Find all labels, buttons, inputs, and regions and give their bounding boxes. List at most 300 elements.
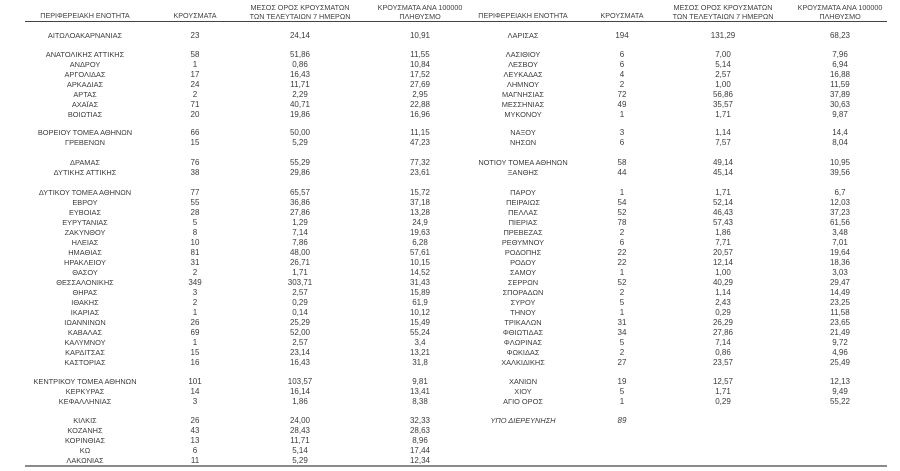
cell-name: ΠΕΛΛΑΣ — [508, 208, 538, 217]
cell-avg: 23,57 — [712, 358, 734, 367]
cell-per100k: 9,72 — [832, 338, 848, 347]
cell-per100k: 37,18 — [409, 198, 431, 207]
cell-cases: 3 — [192, 288, 198, 297]
cell-per100k: 22,88 — [409, 100, 431, 109]
cell-per100k: 37,23 — [829, 208, 851, 217]
cell-name: ΜΥΚΟΝΟΥ — [504, 110, 542, 119]
cell-name: ΓΡΕΒΕΝΩΝ — [65, 138, 105, 147]
cell-avg: 16,14 — [289, 387, 311, 396]
cell-avg: 45,14 — [712, 168, 734, 177]
cell-per100k: 6,94 — [832, 60, 848, 69]
cell-cases: 15 — [190, 138, 200, 147]
cell-avg: 7,86 — [292, 238, 308, 247]
cell-name: ΙΩΑΝΝΙΝΩΝ — [64, 318, 106, 327]
cell-per100k: 19,63 — [409, 228, 431, 237]
cell-per100k: 13,28 — [409, 208, 431, 217]
header-avg-right — [668, 3, 778, 21]
cell-cases: 3 — [192, 397, 198, 406]
cell-per100k: 31,43 — [409, 278, 431, 287]
cell-cases: 5 — [619, 387, 625, 396]
cell-avg: 52,00 — [289, 328, 311, 337]
cell-avg: 26,71 — [289, 258, 311, 267]
cell-per100k: 16,96 — [409, 110, 431, 119]
cell-per100k: 3,48 — [832, 228, 848, 237]
cell-avg: 29,86 — [289, 168, 311, 177]
cell-cases: 2 — [192, 298, 198, 307]
cell-avg: 52,14 — [712, 198, 734, 207]
cell-name: ΠΑΡΟΥ — [510, 188, 536, 197]
cell-cases: 49 — [617, 100, 627, 109]
cell-avg: 2,43 — [715, 298, 731, 307]
cell-cases: 81 — [190, 248, 200, 257]
cell-cases: 72 — [617, 90, 627, 99]
cell-cases: 16 — [190, 358, 200, 367]
cell-name: ΙΚΑΡΙΑΣ — [70, 308, 100, 317]
cell-cases: 194 — [615, 31, 629, 40]
cell-avg: 49,14 — [712, 158, 734, 167]
cell-avg: 12,14 — [712, 258, 734, 267]
header-avg-line1: ΜΕΣΟΣ ΟΡΟΣ ΚΡΟΥΣΜΑΤΩΝ — [250, 3, 350, 12]
cell-per100k: 8,04 — [832, 138, 848, 147]
cell-cases: 1 — [192, 338, 198, 347]
cell-name: ΔΥΤΙΚΟΥ ΤΟΜΕΑ ΑΘΗΝΩΝ — [38, 188, 132, 197]
cell-cases: 2 — [619, 228, 625, 237]
cell-cases: 31 — [617, 318, 627, 327]
cell-name: ΡΕΘΥΜΝΟΥ — [501, 238, 545, 247]
cell-cases: 23 — [190, 31, 200, 40]
cell-per100k: 11,59 — [830, 80, 850, 89]
header-rule — [25, 21, 887, 22]
cell-cases: 26 — [190, 318, 200, 327]
cell-avg: 0,86 — [292, 60, 308, 69]
header-cases-left: ΚΡΟΥΣΜΑΤΑ — [173, 11, 217, 20]
cell-cases: 76 — [190, 158, 200, 167]
cell-name: ΚΑΡΔΙΤΣΑΣ — [65, 348, 105, 357]
cell-avg: 0,29 — [292, 298, 308, 307]
header-avg-left — [245, 3, 355, 21]
cell-cases: 26 — [190, 416, 200, 425]
cell-avg: 16,43 — [289, 70, 311, 79]
cell-per100k: 13,21 — [409, 348, 431, 357]
cell-cases: 349 — [188, 278, 202, 287]
cell-cases: 3 — [619, 128, 625, 137]
cell-per100k: 77,32 — [409, 158, 431, 167]
cell-name: ΚΑΣΤΟΡΙΑΣ — [64, 358, 106, 367]
cell-cases: 28 — [190, 208, 200, 217]
header-per100k-right — [780, 3, 900, 21]
cell-name: ΛΕΥΚΑΔΑΣ — [503, 70, 543, 79]
cell-avg: 40,29 — [712, 278, 734, 287]
cell-per100k: 19,64 — [829, 248, 851, 257]
cell-name: ΣΑΜΟΥ — [509, 268, 537, 277]
cell-per100k: 11,58 — [830, 308, 850, 317]
cell-name: ΕΥΡΥΤΑΝΙΑΣ — [62, 218, 108, 227]
cell-cases: 2 — [619, 80, 625, 89]
cell-avg: 2,29 — [292, 90, 308, 99]
header-per100k-line2: ΠΛΗΘΥΣΜΟ — [399, 12, 441, 21]
cell-per100k: 15,49 — [409, 318, 431, 327]
cell-avg: 1,00 — [715, 80, 731, 89]
cell-avg: 1,14 — [715, 288, 731, 297]
cell-name: ΛΑΚΩΝΙΑΣ — [66, 456, 104, 465]
cell-cases: 2 — [192, 268, 198, 277]
cell-name: ΑΙΤΩΛΟΑΚΑΡΝΑΝΙΑΣ — [47, 31, 123, 40]
cell-per100k: 55,22 — [829, 397, 851, 406]
cell-avg: 2,57 — [292, 338, 308, 347]
cell-cases: 5 — [619, 338, 625, 347]
cell-avg: 1,71 — [715, 387, 731, 396]
cell-name: ΑΧΑΪΑΣ — [71, 100, 99, 109]
cell-name: ΑΡΚΑΔΙΑΣ — [66, 80, 104, 89]
cell-name: ΛΕΣΒΟΥ — [508, 60, 538, 69]
cell-name: ΘΕΣΣΑΛΟΝΙΚΗΣ — [56, 278, 114, 287]
cell-cases: 14 — [190, 387, 200, 396]
cell-cases: 78 — [617, 218, 627, 227]
cell-per100k: 14,52 — [409, 268, 431, 277]
cell-per100k: 30,63 — [829, 100, 851, 109]
cell-name: ΣΠΟΡΑΔΩΝ — [502, 288, 544, 297]
cell-name: ΧΑΝΙΩΝ — [508, 377, 538, 386]
cell-per100k: 10,91 — [409, 31, 431, 40]
cell-cases: 38 — [190, 168, 200, 177]
cell-name: ΚΟΡΙΝΘΙΑΣ — [64, 436, 106, 445]
cell-avg: 48,00 — [289, 248, 311, 257]
cell-per100k: 61,9 — [412, 298, 428, 307]
cell-cases: 1 — [192, 308, 198, 317]
cell-avg: 12,57 — [712, 377, 734, 386]
header-per100k-line2: ΠΛΗΘΥΣΜΟ — [819, 12, 861, 21]
cell-per100k: 17,52 — [409, 70, 431, 79]
cell-cases: 1 — [619, 397, 625, 406]
cell-name: ΚΩ — [79, 446, 91, 455]
cell-name: ΝΟΤΙΟΥ ΤΟΜΕΑ ΑΘΗΝΩΝ — [478, 158, 568, 167]
cell-name: ΛΑΣΙΘΙΟΥ — [505, 50, 541, 59]
cell-cases: 8 — [192, 228, 198, 237]
cell-avg: 24,00 — [289, 416, 311, 425]
cell-avg: 46,43 — [712, 208, 734, 217]
cell-name: ΣΥΡΟΥ — [510, 298, 536, 307]
cell-per100k: 17,44 — [409, 446, 431, 455]
cell-name: ΚΕΝΤΡΙΚΟΥ ΤΟΜΕΑ ΑΘΗΝΩΝ — [33, 377, 137, 386]
cell-avg: 7,00 — [715, 50, 731, 59]
cell-cases: 1 — [619, 268, 625, 277]
cell-name: ΡΟΔΟΠΗΣ — [504, 248, 542, 257]
header-region-left: ΠΕΡΙΦΕΡΕΙΑΚΗ ΕΝΟΤΗΤΑ — [40, 11, 130, 20]
cell-per100k: 23,65 — [829, 318, 851, 327]
cell-name: ΞΑΝΘΗΣ — [507, 168, 539, 177]
cell-avg: 7,14 — [715, 338, 731, 347]
cell-cases: 22 — [617, 258, 627, 267]
cell-per100k: 16,88 — [829, 70, 851, 79]
cell-name: ΠΙΕΡΙΑΣ — [508, 218, 538, 227]
cell-avg: 1,71 — [292, 268, 308, 277]
cell-avg: 28,43 — [289, 426, 311, 435]
cell-per100k: 11,15 — [410, 128, 430, 137]
header-per100k-line1: ΚΡΟΥΣΜΑΤΑ ΑΝΑ 100000 — [377, 3, 463, 12]
cell-cases: 2 — [192, 90, 198, 99]
cell-name: ΝΑΞΟΥ — [510, 128, 536, 137]
cell-avg: 5,14 — [715, 60, 731, 69]
cell-cases: 6 — [619, 138, 625, 147]
cell-per100k: 13,41 — [409, 387, 431, 396]
cell-per100k: 4,96 — [832, 348, 848, 357]
header-avg-line2: ΤΩΝ ΤΕΛΕΥΤΑΙΩΝ 7 ΗΜΕΡΩΝ — [672, 12, 774, 21]
cell-avg: 50,00 — [289, 128, 311, 137]
cell-avg: 40,71 — [289, 100, 311, 109]
cell-cases: 17 — [190, 70, 200, 79]
cell-name: ΠΕΙΡΑΙΩΣ — [506, 198, 540, 207]
cell-name: ΧΙΟΥ — [514, 387, 532, 396]
cell-avg: 55,29 — [289, 158, 311, 167]
cell-avg: 0,29 — [715, 308, 731, 317]
cell-name: ΛΑΡΙΣΑΣ — [507, 31, 539, 40]
cell-cases: 66 — [190, 128, 200, 137]
cell-per100k: 31,8 — [412, 358, 428, 367]
header-avg-line1: ΜΕΣΟΣ ΟΡΟΣ ΚΡΟΥΣΜΑΤΩΝ — [673, 3, 773, 12]
cell-name: ΑΓΙΟ ΟΡΟΣ — [503, 397, 543, 406]
cell-cases: 2 — [619, 348, 625, 357]
cell-name: ΠΡΕΒΕΖΑΣ — [503, 228, 543, 237]
cell-name: ΛΗΜΝΟΥ — [506, 80, 540, 89]
cell-name: ΘΑΣΟΥ — [72, 268, 98, 277]
cell-avg: 303,71 — [287, 278, 313, 287]
cell-cases: 1 — [619, 308, 625, 317]
cell-per100k: 57,61 — [409, 248, 431, 257]
cell-name: ΦΛΩΡΙΝΑΣ — [503, 338, 543, 347]
cell-avg: 0,86 — [715, 348, 731, 357]
under-investigation-cases: 89 — [617, 416, 627, 425]
cell-cases: 44 — [617, 168, 627, 177]
cell-name: ΚΟΖΑΝΗΣ — [67, 426, 103, 435]
cell-avg: 27,86 — [289, 208, 311, 217]
bottom-rule — [25, 465, 887, 467]
cell-per100k: 9,49 — [832, 387, 848, 396]
cell-cases: 13 — [190, 436, 200, 445]
cell-per100k: 10,15 — [409, 258, 431, 267]
cell-avg: 2,57 — [292, 288, 308, 297]
cell-cases: 6 — [619, 238, 625, 247]
cell-avg: 1,00 — [715, 268, 731, 277]
cell-per100k: 11,55 — [410, 50, 430, 59]
cell-cases: 27 — [617, 358, 627, 367]
cell-per100k: 25,49 — [829, 358, 851, 367]
cell-cases: 1 — [619, 110, 625, 119]
cell-name: ΚΑΒΑΛΑΣ — [67, 328, 103, 337]
cell-cases: 55 — [190, 198, 200, 207]
cell-avg: 7,14 — [292, 228, 308, 237]
cell-name: ΑΝΑΤΟΛΙΚΗΣ ΑΤΤΙΚΗΣ — [45, 50, 125, 59]
cell-avg: 7,71 — [715, 238, 731, 247]
cell-per100k: 27,69 — [409, 80, 431, 89]
cell-per100k: 9,87 — [832, 110, 848, 119]
cell-name: ΕΥΒΟΙΑΣ — [68, 208, 102, 217]
cell-avg: 1,86 — [715, 228, 731, 237]
cell-avg: 5,29 — [292, 138, 308, 147]
cell-cases: 31 — [190, 258, 200, 267]
cell-avg: 65,57 — [289, 188, 311, 197]
cell-avg: 57,43 — [712, 218, 734, 227]
cell-cases: 71 — [190, 100, 200, 109]
cell-cases: 52 — [617, 208, 627, 217]
cell-per100k: 3,03 — [832, 268, 848, 277]
cell-cases: 10 — [190, 238, 200, 247]
cell-name: ΙΘΑΚΗΣ — [71, 298, 99, 307]
cell-cases: 6 — [619, 50, 625, 59]
cell-per100k: 37,89 — [829, 90, 851, 99]
cell-name: ΒΟΡΕΙΟΥ ΤΟΜΕΑ ΑΘΗΝΩΝ — [37, 128, 133, 137]
cell-avg: 11,71 — [290, 80, 310, 89]
cell-cases: 5 — [619, 298, 625, 307]
cell-per100k: 7,01 — [832, 238, 848, 247]
cell-per100k: 12,34 — [409, 456, 431, 465]
cell-cases: 1 — [192, 60, 198, 69]
cell-per100k: 10,12 — [409, 308, 431, 317]
under-investigation-label: ΥΠΟ ΔΙΕΡΕΥΝΗΣΗ — [490, 416, 556, 425]
header-cases-right: ΚΡΟΥΣΜΑΤΑ — [600, 11, 644, 20]
cell-cases: 54 — [617, 198, 627, 207]
cell-avg: 0,29 — [715, 397, 731, 406]
cell-per100k: 21,49 — [829, 328, 851, 337]
cell-per100k: 55,24 — [409, 328, 431, 337]
cell-cases: 58 — [617, 158, 627, 167]
cell-avg: 11,71 — [290, 436, 310, 445]
cell-per100k: 9,81 — [412, 377, 428, 386]
cell-name: ΦΘΙΩΤΙΔΑΣ — [502, 328, 544, 337]
cell-per100k: 47,23 — [409, 138, 431, 147]
cell-per100k: 61,56 — [829, 218, 851, 227]
cell-per100k: 15,89 — [409, 288, 431, 297]
cell-per100k: 10,95 — [829, 158, 851, 167]
cell-avg: 19,86 — [289, 110, 311, 119]
header-per100k-line1: ΚΡΟΥΣΜΑΤΑ ΑΝΑ 100000 — [797, 3, 883, 12]
cell-per100k: 24,9 — [412, 218, 428, 227]
cell-avg: 24,14 — [289, 31, 311, 40]
cell-name: ΜΑΓΝΗΣΙΑΣ — [502, 90, 544, 99]
cell-name: ΤΗΝΟΥ — [510, 308, 536, 317]
cell-per100k: 8,38 — [412, 397, 428, 406]
cell-cases: 2 — [619, 288, 625, 297]
cell-per100k: 3,4 — [414, 338, 426, 347]
cell-name: ΚΕΡΚΥΡΑΣ — [65, 387, 105, 396]
cell-per100k: 23,25 — [829, 298, 851, 307]
cell-name: ΔΡΑΜΑΣ — [70, 158, 100, 167]
cell-per100k: 28,63 — [409, 426, 431, 435]
cell-avg: 5,29 — [292, 456, 308, 465]
cell-name: ΚΙΛΚΙΣ — [73, 416, 97, 425]
cell-cases: 34 — [617, 328, 627, 337]
header-region-right: ΠΕΡΙΦΕΡΕΙΑΚΗ ΕΝΟΤΗΤΑ — [478, 11, 568, 20]
cell-avg: 16,43 — [289, 358, 311, 367]
cell-avg: 35,57 — [712, 100, 734, 109]
cell-per100k: 7,96 — [832, 50, 848, 59]
cell-cases: 43 — [190, 426, 200, 435]
cell-avg: 7,57 — [715, 138, 731, 147]
cell-cases: 101 — [188, 377, 202, 386]
cell-per100k: 2,95 — [412, 90, 428, 99]
cell-avg: 25,29 — [289, 318, 311, 327]
header-avg-line2: ΤΩΝ ΤΕΛΕΥΤΑΙΩΝ 7 ΗΜΕΡΩΝ — [249, 12, 351, 21]
cell-per100k: 18,36 — [829, 258, 851, 267]
cell-name: ΣΕΡΡΩΝ — [507, 278, 539, 287]
cell-avg: 27,86 — [712, 328, 734, 337]
cell-cases: 4 — [619, 70, 625, 79]
cell-avg: 103,57 — [287, 377, 313, 386]
cell-per100k: 32,33 — [409, 416, 431, 425]
cell-per100k: 14,49 — [829, 288, 851, 297]
cell-cases: 19 — [617, 377, 627, 386]
cell-cases: 52 — [617, 278, 627, 287]
cell-avg: 5,14 — [292, 446, 308, 455]
cell-name: ΖΑΚΥΝΘΟΥ — [64, 228, 106, 237]
cell-avg: 1,71 — [715, 188, 731, 197]
cell-name: ΧΑΛΚΙΔΙΚΗΣ — [501, 358, 545, 367]
cell-name: ΑΡΤΑΣ — [73, 90, 97, 99]
cell-avg: 26,29 — [712, 318, 734, 327]
cell-cases: 77 — [190, 188, 200, 197]
cell-per100k: 12,03 — [829, 198, 851, 207]
cell-per100k: 6,28 — [412, 238, 428, 247]
cell-cases: 5 — [192, 218, 198, 227]
cell-avg: 36,86 — [289, 198, 311, 207]
cell-avg: 131,29 — [710, 31, 736, 40]
cell-per100k: 8,96 — [412, 436, 428, 445]
cell-avg: 1,29 — [292, 218, 308, 227]
cell-per100k: 10,84 — [409, 60, 431, 69]
cell-name: ΚΑΛΥΜΝΟΥ — [64, 338, 106, 347]
cell-avg: 56,86 — [712, 90, 734, 99]
cell-avg: 23,14 — [289, 348, 311, 357]
cell-avg: 51,86 — [289, 50, 311, 59]
cell-name: ΗΡΑΚΛΕΙΟΥ — [64, 258, 106, 267]
cell-per100k: 14,4 — [832, 128, 848, 137]
cell-name: ΔΥΤΙΚΗΣ ΑΤΤΙΚΗΣ — [53, 168, 117, 177]
cell-cases: 6 — [619, 60, 625, 69]
cell-name: ΑΡΓΟΛΙΔΑΣ — [64, 70, 106, 79]
cell-avg: 2,57 — [715, 70, 731, 79]
header-per100k-left — [360, 3, 480, 21]
cell-name: ΚΕΦΑΛΛΗΝΙΑΣ — [58, 397, 112, 406]
cell-cases: 24 — [190, 80, 200, 89]
cell-name: ΡΟΔΟΥ — [510, 258, 536, 267]
cell-name: ΤΡΙΚΑΛΩΝ — [504, 318, 542, 327]
cell-cases: 6 — [192, 446, 198, 455]
cell-cases: 58 — [190, 50, 200, 59]
cell-cases: 69 — [190, 328, 200, 337]
cell-name: ΗΛΕΙΑΣ — [71, 238, 99, 247]
cell-per100k: 29,47 — [829, 278, 851, 287]
cell-cases: 11 — [190, 456, 200, 465]
cell-cases: 1 — [619, 188, 625, 197]
cell-name: ΘΗΡΑΣ — [72, 288, 98, 297]
cell-avg: 1,86 — [292, 397, 308, 406]
cell-cases: 20 — [190, 110, 200, 119]
cell-avg: 1,14 — [715, 128, 731, 137]
cell-cases: 15 — [190, 348, 200, 357]
cell-avg: 1,71 — [715, 110, 731, 119]
cell-per100k: 15,72 — [409, 188, 431, 197]
cell-name: ΑΝΔΡΟΥ — [69, 60, 101, 69]
cell-avg: 0,14 — [292, 308, 308, 317]
cell-per100k: 68,23 — [829, 31, 851, 40]
cell-per100k: 23,61 — [409, 168, 431, 177]
cell-name: ΕΒΡΟΥ — [72, 198, 98, 207]
cell-name: ΜΕΣΣΗΝΙΑΣ — [501, 100, 545, 109]
cell-per100k: 12,13 — [829, 377, 851, 386]
cell-name: ΝΗΣΩΝ — [509, 138, 537, 147]
cell-per100k: 39,56 — [829, 168, 851, 177]
cell-name: ΗΜΑΘΙΑΣ — [68, 248, 102, 257]
cell-name: ΦΩΚΙΔΑΣ — [506, 348, 540, 357]
